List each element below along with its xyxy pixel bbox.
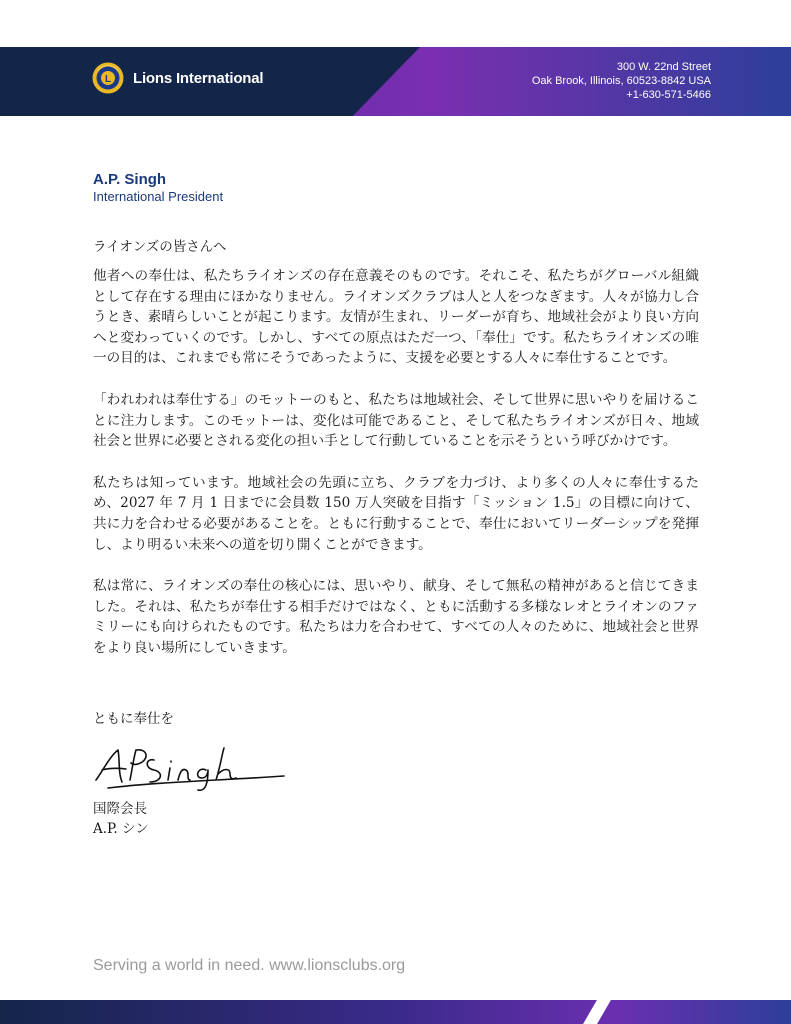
- footer-tagline: Serving a world in need. www.lionsclubs.org: [93, 957, 406, 974]
- footer-divider: [583, 1000, 611, 1024]
- address-phone: +1-630-571-5466: [626, 89, 711, 101]
- lions-emblem-icon: [92, 62, 124, 94]
- footer-banner: [0, 1000, 791, 1024]
- closing-phrase: ともに奉仕を: [93, 711, 174, 727]
- letter-body: [93, 266, 699, 680]
- sender-title: International President: [93, 189, 224, 204]
- signer-title: 国際会長: [93, 801, 147, 817]
- address-street: 300 W. 22nd Street: [616, 61, 711, 73]
- paragraph: 他者への奉仕は、私たちライオンズの存在意義そのものです。それこそ、私たちがグローバル組織として存在する理由にほかなりません。ライオンズクラブは人と人をつなぎます。人々が協力し合うとき、素晴らしいことが起こります。友情が生まれ、リーダーが育ち、地域社会がより良い方向へと変わっていくのです。しかし、すべての原点はただ一つ、「奉仕」です。私たちライオンズの唯一の目的は、これまでも常にそうであったように、支援を必要とする人々に奉仕することです。: [93, 268, 699, 367]
- handwritten-signature: [88, 742, 288, 794]
- logo-wordmark: Lions International: [133, 69, 264, 87]
- svg-text:L: L: [104, 74, 112, 85]
- paragraph: 私たちは知っています。地域社会の先頭に立ち、クラブを力づけ、より多くの人々に奉仕するため、2027 年 7 月 1 日までに会員数 150 万人突破を目指す「ミッション 1.5」の目標に向けて、共に力を合わせる必要があることを。ともに行動することで、奉仕においてリーダーシップを発揮し、より明るい未来への道を切り開くことができます。: [93, 474, 699, 553]
- lions-logo: [92, 62, 263, 94]
- sender-name: A.P. Singh: [93, 171, 167, 188]
- paragraph: 私は常に、ライオンズの奉仕の核心には、思いやり、献身、そして無私の精神があると信じてきました。それは、私たちが奉仕する相手だけではなく、ともに活動する多様なレオとライオンのファミリーにも向けられたものです。私たちは力を合わせて、すべての人々のために、地域社会と世界をより良い場所にしていきます。: [93, 578, 699, 656]
- paragraph: 「われわれは奉仕する」のモットーのもと、私たちは地域社会、そして世界に思いやりを届けることに注力します。このモットーは、変化は可能であること、そして私たちライオンズが日々、地域社会と世界に必要とされる変化の担い手として行動していることを示そうという呼びかけです。: [93, 391, 699, 450]
- signer-name: A.P. シン: [93, 821, 149, 837]
- address-city: Oak Brook, Illinois, 60523-8842 USA: [531, 75, 711, 87]
- salutation: ライオンズの皆さんへ: [93, 239, 227, 255]
- sender-block: [93, 171, 223, 205]
- letterhead-banner: [0, 47, 791, 116]
- address-block: [532, 60, 711, 102]
